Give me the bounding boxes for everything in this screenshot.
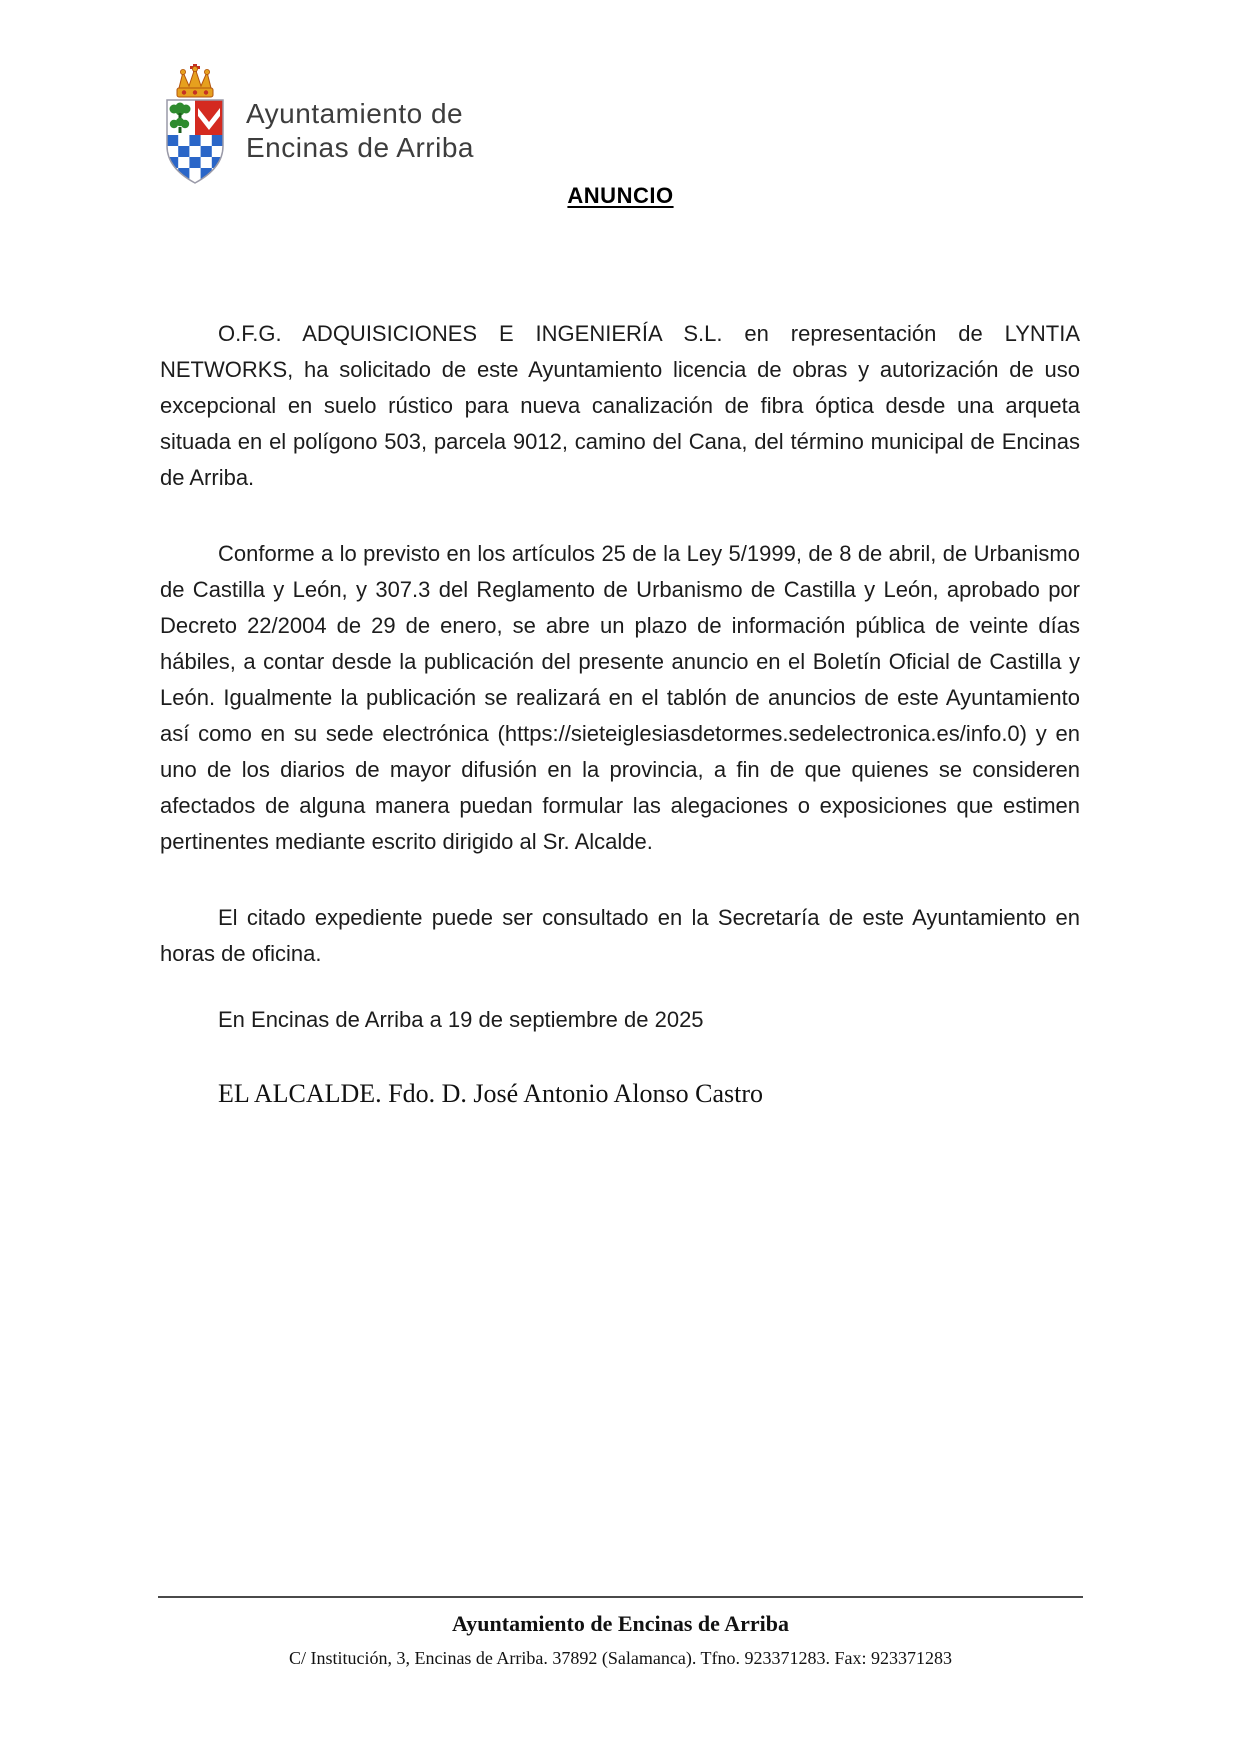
body-paragraph-1: O.F.G. ADQUISICIONES E INGENIERÍA S.L. en representación de LYNTIA NETWORKS, ha solicitado de este Ayuntamiento licencia de obras y autorización de uso excepcional en suelo rústico para nueva canalización de fibra óptica desde una arqueta situada en el polígono 503, parcela 9012, camino del Cana, del término municipal de Encinas de Arriba. [160, 321, 1080, 490]
page-footer [158, 1596, 1083, 1670]
logo-text-line2: Encinas de Arriba [246, 132, 474, 163]
footer-address: C/ Institución, 3, Encinas de Arriba. 37892 (Salamanca). Tfno. 923371283. Fax: 923371283 [288, 1648, 953, 1668]
logo-text-line1: Ayuntamiento de [246, 98, 464, 129]
body-paragraph-2: Conforme a lo previsto en los artículos 25 de la Ley 5/1999, de 8 de abril, de Urbanismo de Castilla y León, y 307.3 del Reglamento de Urbanismo de Castilla y León, aprobado por Decreto 22/2004 de 29 de enero, se abre un plazo de información pública de veinte días hábiles, a contar desde la publicación del presente anuncio en el Boletín Oficial de Castilla y León. Igualmente la publicación se realizará en el tablón de anuncios de este Ayuntamiento así como en su sede electrónica (https://sieteiglesiasdetormes.sedelectronica.es/info.0) y en uno de los diarios de mayor difusión en la provincia, a fin de que quienes se consideren afectados de alguna manera puedan formular las alegaciones o exposiciones que estimen pertinentes mediante escrito dirigido al Sr. Alcalde. [160, 541, 1080, 854]
document-title: ANUNCIO [567, 183, 674, 208]
municipal-logo [160, 64, 474, 188]
footer-organization: Ayuntamiento de Encinas de Arriba [452, 1611, 789, 1636]
body-paragraph-3: El citado expediente puede ser consultado en la Secretaría de este Ayuntamiento en horas de oficina. [160, 905, 1080, 966]
footer-divider [158, 1596, 1083, 1598]
logo-text [246, 64, 474, 165]
signature-line: EL ALCALDE. Fdo. D. José Antonio Alonso Castro [218, 1079, 764, 1108]
shield-icon [167, 100, 223, 188]
coat-of-arms-icon [160, 64, 230, 188]
crown-icon [177, 64, 213, 97]
document-body [160, 316, 1080, 1150]
date-line: En Encinas de Arriba a 19 de septiembre de 2025 [218, 1007, 704, 1032]
